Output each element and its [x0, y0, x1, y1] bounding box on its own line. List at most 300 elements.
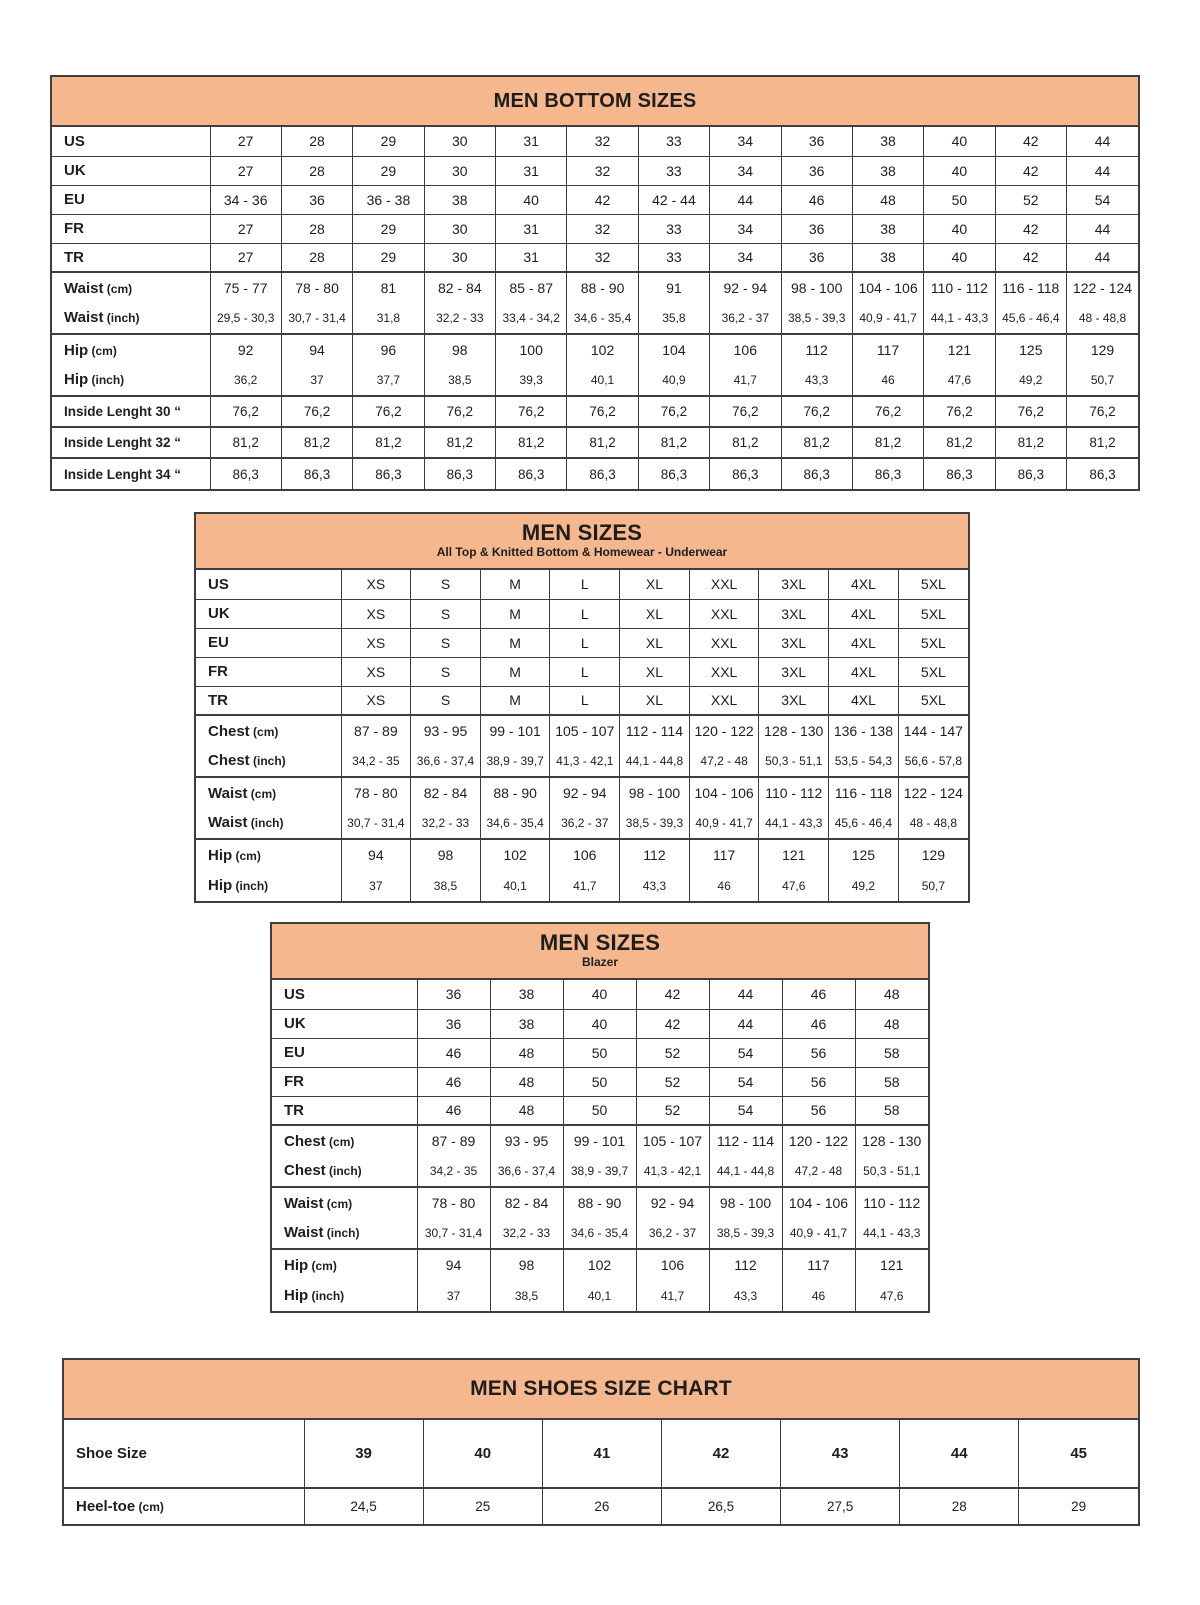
table-cell: 38,9 - 39,7	[480, 746, 550, 777]
table-cell: 99 - 101	[480, 715, 550, 746]
table-cell: 52	[636, 1096, 709, 1125]
table-cell: 30,7 - 31,4	[281, 303, 352, 334]
table-cell: 76,2	[852, 396, 923, 427]
table-cell: 5XL	[898, 657, 968, 686]
table-cell: 117	[782, 1249, 855, 1280]
table-cell: 47,2 - 48	[782, 1156, 855, 1187]
table-cell: 88 - 90	[567, 272, 638, 303]
table-row	[196, 839, 968, 870]
table-cell: 36,2 - 37	[636, 1218, 709, 1249]
table-cell: 27	[210, 214, 281, 243]
row-label: EU	[272, 1038, 417, 1067]
table-cell: 86,3	[567, 458, 638, 489]
table-cell: 50,7	[898, 870, 968, 901]
table-cell: 35,8	[638, 303, 709, 334]
table-cell: 5XL	[898, 686, 968, 715]
table-cell: 46	[417, 1096, 490, 1125]
table-cell: 112 - 114	[620, 715, 690, 746]
table-cell: 46	[417, 1038, 490, 1067]
table-cell: 46	[781, 185, 852, 214]
table-cell: 33	[638, 156, 709, 185]
table-cell: 112	[781, 334, 852, 365]
table-cell: 41,3 - 42,1	[636, 1156, 709, 1187]
table-cell: 81,2	[281, 427, 352, 458]
table-cell: 34	[710, 156, 781, 185]
table-cell: 50,7	[1067, 365, 1139, 396]
table-row	[52, 427, 1138, 458]
table-cell: 29	[353, 156, 424, 185]
table-cell: 25	[423, 1488, 542, 1524]
table-cell: 54	[1067, 185, 1139, 214]
row-label: Waist (cm)	[52, 272, 210, 303]
table-cell: 28	[900, 1488, 1019, 1524]
table-cell: M	[480, 686, 550, 715]
table-cell: 29	[353, 214, 424, 243]
table-cell: 40,1	[567, 365, 638, 396]
row-label: Hip (inch)	[208, 876, 269, 894]
table-cell: 38	[852, 156, 923, 185]
row-label: Heel-toe (cm)	[64, 1488, 304, 1524]
table-cell: 40	[496, 185, 567, 214]
table-row	[52, 396, 1138, 427]
table-cell: 112	[620, 839, 690, 870]
table-cell: 129	[898, 839, 968, 870]
table-cell: 36	[417, 980, 490, 1009]
row-label: EU	[196, 628, 341, 657]
table-cell: 121	[924, 334, 995, 365]
table-cell: 86,3	[281, 458, 352, 489]
table-cell: 86,3	[924, 458, 995, 489]
table-cell: M	[480, 599, 550, 628]
table-cell: 122 - 124	[1067, 272, 1139, 303]
table-cell: 54	[709, 1096, 782, 1125]
table-cell: 104 - 106	[689, 777, 759, 808]
men-sizes-top-table	[194, 512, 970, 903]
table-cell: 30	[424, 127, 495, 156]
table-cell: 29,5 - 30,3	[210, 303, 281, 334]
table-cell: 42	[995, 214, 1066, 243]
table-cell: 41,7	[636, 1280, 709, 1311]
table-row	[272, 1249, 928, 1280]
table-cell: 31	[496, 127, 567, 156]
table-cell: 42	[661, 1420, 780, 1488]
row-label: FR	[196, 657, 341, 686]
table-cell: 30	[424, 243, 495, 272]
table-cell: M	[480, 628, 550, 657]
table-cell: 30,7 - 31,4	[417, 1218, 490, 1249]
table-cell: 36	[781, 214, 852, 243]
table-cell: 48 - 48,8	[898, 808, 968, 839]
table-cell: 38	[852, 243, 923, 272]
table-cell: 50,3 - 51,1	[759, 746, 829, 777]
table-cell: 40,9 - 41,7	[782, 1218, 855, 1249]
table-cell: XS	[341, 570, 411, 599]
table-cell: 94	[417, 1249, 490, 1280]
table-cell: 38	[852, 214, 923, 243]
table-cell: 102	[480, 839, 550, 870]
table-cell: 86,3	[638, 458, 709, 489]
table-cell: 136 - 138	[829, 715, 899, 746]
table-cell: M	[480, 657, 550, 686]
table-cell: 44	[1067, 214, 1139, 243]
table-cell: 38,5 - 39,3	[620, 808, 690, 839]
table-cell: 45,6 - 46,4	[829, 808, 899, 839]
row-label: Inside Lenght 34 “	[52, 458, 210, 489]
table-cell: 81,2	[995, 427, 1066, 458]
men-bottom-sizes-header	[52, 77, 1138, 127]
row-label: US	[208, 575, 229, 593]
table-cell: 96	[353, 334, 424, 365]
table-cell: 48	[490, 1067, 563, 1096]
table-cell: 34,2 - 35	[341, 746, 411, 777]
table-cell: 76,2	[496, 396, 567, 427]
table-row	[272, 1125, 928, 1156]
table-cell: 128 - 130	[855, 1125, 928, 1156]
table-cell: 110 - 112	[855, 1187, 928, 1218]
table-cell: 34	[710, 214, 781, 243]
table-cell: XL	[620, 628, 690, 657]
table-cell: 54	[709, 1038, 782, 1067]
table-cell: 45,6 - 46,4	[995, 303, 1066, 334]
table-cell: 112	[709, 1249, 782, 1280]
table-cell: 76,2	[995, 396, 1066, 427]
table-cell: 32	[567, 127, 638, 156]
table-cell: 29	[1019, 1488, 1138, 1524]
table-row	[196, 599, 968, 628]
table-cell: 36 - 38	[353, 185, 424, 214]
table-cell: 42	[995, 127, 1066, 156]
table-subtitle: Blazer	[581, 955, 619, 970]
table-cell: XS	[341, 628, 411, 657]
table-cell: 85 - 87	[496, 272, 567, 303]
table-cell: 78 - 80	[281, 272, 352, 303]
table-row	[272, 1038, 928, 1067]
table-row	[52, 303, 1138, 334]
row-label: Hip (inch)	[64, 371, 125, 388]
table-title: MEN SHOES SIZE CHART	[470, 1377, 732, 1401]
table-cell: M	[480, 570, 550, 599]
table-cell: 4XL	[829, 628, 899, 657]
table-cell: 28	[281, 127, 352, 156]
table-cell: 121	[855, 1249, 928, 1280]
table-cell: 52	[995, 185, 1066, 214]
table-cell: 46	[782, 980, 855, 1009]
row-label: Chest (cm)	[272, 1125, 417, 1156]
table-cell: 40,9 - 41,7	[852, 303, 923, 334]
table-cell: 42 - 44	[638, 185, 709, 214]
table-cell: 92	[210, 334, 281, 365]
table-cell: 41,3 - 42,1	[550, 746, 620, 777]
table-cell: 4XL	[829, 599, 899, 628]
table-cell: 81,2	[424, 427, 495, 458]
table-cell: 116 - 118	[995, 272, 1066, 303]
table-cell: 76,2	[353, 396, 424, 427]
table-cell: 48	[490, 1096, 563, 1125]
table-cell: 32,2 - 33	[411, 808, 481, 839]
table-cell: 86,3	[710, 458, 781, 489]
table-cell: L	[550, 599, 620, 628]
table-cell: 82 - 84	[490, 1187, 563, 1218]
table-cell: 28	[281, 243, 352, 272]
row-label: US	[284, 985, 305, 1003]
table-row	[272, 1280, 928, 1311]
table-cell: 36	[281, 185, 352, 214]
table-cell: 40	[423, 1420, 542, 1488]
table-cell: 30	[424, 214, 495, 243]
table-cell: 76,2	[424, 396, 495, 427]
row-label: UK	[52, 156, 210, 185]
table-cell: 50	[563, 1096, 636, 1125]
table-cell: 47,6	[759, 870, 829, 901]
table-cell: 82 - 84	[424, 272, 495, 303]
row-label: Chest (cm)	[196, 715, 341, 746]
table-cell: 76,2	[1067, 396, 1139, 427]
table-cell: 36,2	[210, 365, 281, 396]
table-cell: 40,1	[480, 870, 550, 901]
table-cell: 40,1	[563, 1280, 636, 1311]
table-row	[196, 686, 968, 715]
table-cell: 56	[782, 1038, 855, 1067]
table-cell: XS	[341, 657, 411, 686]
table-cell: 104 - 106	[782, 1187, 855, 1218]
table-cell: 94	[341, 839, 411, 870]
row-label: Hip (inch)	[284, 1286, 345, 1304]
table-cell: 4XL	[829, 657, 899, 686]
table-cell: 86,3	[353, 458, 424, 489]
table-cell: 40	[924, 214, 995, 243]
table-cell: 81,2	[1067, 427, 1139, 458]
table-cell: 33	[638, 127, 709, 156]
table-row	[196, 570, 968, 599]
table-cell: 40	[924, 156, 995, 185]
table-cell: S	[411, 599, 481, 628]
table-cell: 94	[281, 334, 352, 365]
table-cell: 58	[855, 1096, 928, 1125]
row-label: Hip (cm)	[52, 334, 210, 365]
table-cell: 98	[490, 1249, 563, 1280]
table-cell: 30	[424, 156, 495, 185]
table-row	[196, 746, 968, 777]
table-cell: 32	[567, 156, 638, 185]
table-cell: 33	[638, 214, 709, 243]
table-cell: 39	[304, 1420, 423, 1488]
table-row	[64, 1420, 1138, 1488]
table-cell: 32	[567, 243, 638, 272]
table-cell: 5XL	[898, 599, 968, 628]
table-cell: 43	[781, 1420, 900, 1488]
table-cell: 98 - 100	[709, 1187, 782, 1218]
table-cell: 125	[829, 839, 899, 870]
table-cell: 38	[852, 127, 923, 156]
table-cell: XXL	[689, 570, 759, 599]
table-cell: 81,2	[924, 427, 995, 458]
table-cell: 78 - 80	[417, 1187, 490, 1218]
table-cell: 52	[636, 1038, 709, 1067]
table-cell: 42	[995, 156, 1066, 185]
table-cell: 76,2	[924, 396, 995, 427]
table-cell: 34,6 - 35,4	[480, 808, 550, 839]
table-cell: 44,1 - 43,3	[924, 303, 995, 334]
table-row	[196, 777, 968, 808]
table-cell: 31	[496, 214, 567, 243]
table-row	[272, 980, 928, 1009]
table-cell: XL	[620, 686, 690, 715]
table-cell: 38	[424, 185, 495, 214]
table-cell: L	[550, 570, 620, 599]
table-cell: 50,3 - 51,1	[855, 1156, 928, 1187]
table-cell: 3XL	[759, 686, 829, 715]
table-row	[272, 1187, 928, 1218]
table-cell: 91	[638, 272, 709, 303]
table-cell: 5XL	[898, 628, 968, 657]
table-cell: 105 - 107	[636, 1125, 709, 1156]
table-cell: 102	[567, 334, 638, 365]
table-cell: 40	[563, 1009, 636, 1038]
table-cell: 106	[550, 839, 620, 870]
table-cell: S	[411, 628, 481, 657]
table-cell: 98 - 100	[781, 272, 852, 303]
table-row	[272, 1009, 928, 1038]
table-cell: 28	[281, 156, 352, 185]
table-cell: 32,2 - 33	[424, 303, 495, 334]
table-cell: 44	[1067, 156, 1139, 185]
table-cell: 34,2 - 35	[417, 1156, 490, 1187]
table-cell: 32	[567, 214, 638, 243]
table-cell: 38	[490, 980, 563, 1009]
table-cell: 81,2	[496, 427, 567, 458]
table-cell: 46	[417, 1067, 490, 1096]
table-row	[272, 1218, 928, 1249]
table-cell: 110 - 112	[924, 272, 995, 303]
row-label: TR	[272, 1096, 417, 1125]
table-cell: 4XL	[829, 686, 899, 715]
table-cell: 128 - 130	[759, 715, 829, 746]
table-cell: 40,9	[638, 365, 709, 396]
table-cell: 92 - 94	[710, 272, 781, 303]
row-label: Hip (cm)	[196, 839, 341, 870]
table-cell: 46	[852, 365, 923, 396]
table-cell: 56	[782, 1096, 855, 1125]
table-cell: 38,9 - 39,7	[563, 1156, 636, 1187]
table-cell: 44	[710, 185, 781, 214]
table-cell: 92 - 94	[550, 777, 620, 808]
row-label: Inside Lenght 32 “	[52, 427, 210, 458]
table-cell: 86,3	[781, 458, 852, 489]
table-cell: 125	[995, 334, 1066, 365]
table-cell: S	[411, 686, 481, 715]
table-cell: 40	[924, 243, 995, 272]
table-cell: 24,5	[304, 1488, 423, 1524]
men-shoes-size-table	[62, 1358, 1140, 1526]
table-cell: 104 - 106	[852, 272, 923, 303]
table-cell: 76,2	[710, 396, 781, 427]
row-label: FR	[52, 214, 210, 243]
table-cell: 122 - 124	[898, 777, 968, 808]
table-row	[196, 808, 968, 839]
row-label: Waist (inch)	[284, 1224, 360, 1241]
table-cell: 36	[781, 243, 852, 272]
row-label: UK	[196, 599, 341, 628]
table-cell: 98	[424, 334, 495, 365]
table-title: MEN BOTTOM SIZES	[493, 90, 697, 112]
table-cell: 37,7	[353, 365, 424, 396]
table-cell: 41,7	[710, 365, 781, 396]
table-row	[272, 1156, 928, 1187]
table-cell: 44,1 - 44,8	[620, 746, 690, 777]
table-cell: 31	[496, 156, 567, 185]
men-sizes-blazer-grid	[272, 980, 928, 1311]
table-cell: 93 - 95	[411, 715, 481, 746]
table-cell: 34,6 - 35,4	[563, 1218, 636, 1249]
table-row	[52, 185, 1138, 214]
men-bottom-sizes-grid	[52, 127, 1138, 489]
table-cell: 46	[782, 1280, 855, 1311]
table-cell: 5XL	[898, 570, 968, 599]
table-row	[52, 243, 1138, 272]
table-cell: 38	[490, 1009, 563, 1038]
table-cell: 26,5	[661, 1488, 780, 1524]
table-cell: 36	[417, 1009, 490, 1038]
table-cell: 29	[353, 243, 424, 272]
table-cell: 43,3	[781, 365, 852, 396]
table-cell: 86,3	[210, 458, 281, 489]
table-cell: 3XL	[759, 599, 829, 628]
table-row	[272, 1096, 928, 1125]
table-cell: 104	[638, 334, 709, 365]
table-cell: 43,3	[620, 870, 690, 901]
table-row	[196, 628, 968, 657]
table-cell: 110 - 112	[759, 777, 829, 808]
row-label: Waist (inch)	[64, 309, 140, 326]
table-cell: 81	[353, 272, 424, 303]
table-cell: 30,7 - 31,4	[341, 808, 411, 839]
table-cell: 42	[567, 185, 638, 214]
table-cell: 37	[281, 365, 352, 396]
table-cell: 88 - 90	[480, 777, 550, 808]
table-cell: 41	[542, 1420, 661, 1488]
table-cell: 47,2 - 48	[689, 746, 759, 777]
table-cell: 98 - 100	[620, 777, 690, 808]
table-cell: 106	[710, 334, 781, 365]
row-label: Hip (cm)	[272, 1249, 417, 1280]
table-cell: 36,6 - 37,4	[490, 1156, 563, 1187]
table-cell: 48	[852, 185, 923, 214]
table-cell: 3XL	[759, 628, 829, 657]
table-row	[52, 214, 1138, 243]
table-cell: 58	[855, 1067, 928, 1096]
table-cell: 42	[636, 1009, 709, 1038]
table-cell: 92 - 94	[636, 1187, 709, 1218]
table-cell: L	[550, 657, 620, 686]
table-cell: 46	[689, 870, 759, 901]
table-cell: 50	[563, 1038, 636, 1067]
table-cell: 33,4 - 34,2	[496, 303, 567, 334]
table-cell: 105 - 107	[550, 715, 620, 746]
table-cell: 76,2	[567, 396, 638, 427]
row-label: Waist (inch)	[208, 814, 284, 831]
table-cell: 37	[341, 870, 411, 901]
table-cell: 34,6 - 35,4	[567, 303, 638, 334]
table-title: MEN SIZES	[521, 520, 643, 546]
table-cell: L	[550, 628, 620, 657]
table-cell: 56	[782, 1067, 855, 1096]
table-cell: XL	[620, 657, 690, 686]
table-cell: 87 - 89	[341, 715, 411, 746]
table-cell: 44	[1067, 127, 1139, 156]
table-cell: 121	[759, 839, 829, 870]
table-cell: 44	[900, 1420, 1019, 1488]
table-cell: 38,5	[424, 365, 495, 396]
